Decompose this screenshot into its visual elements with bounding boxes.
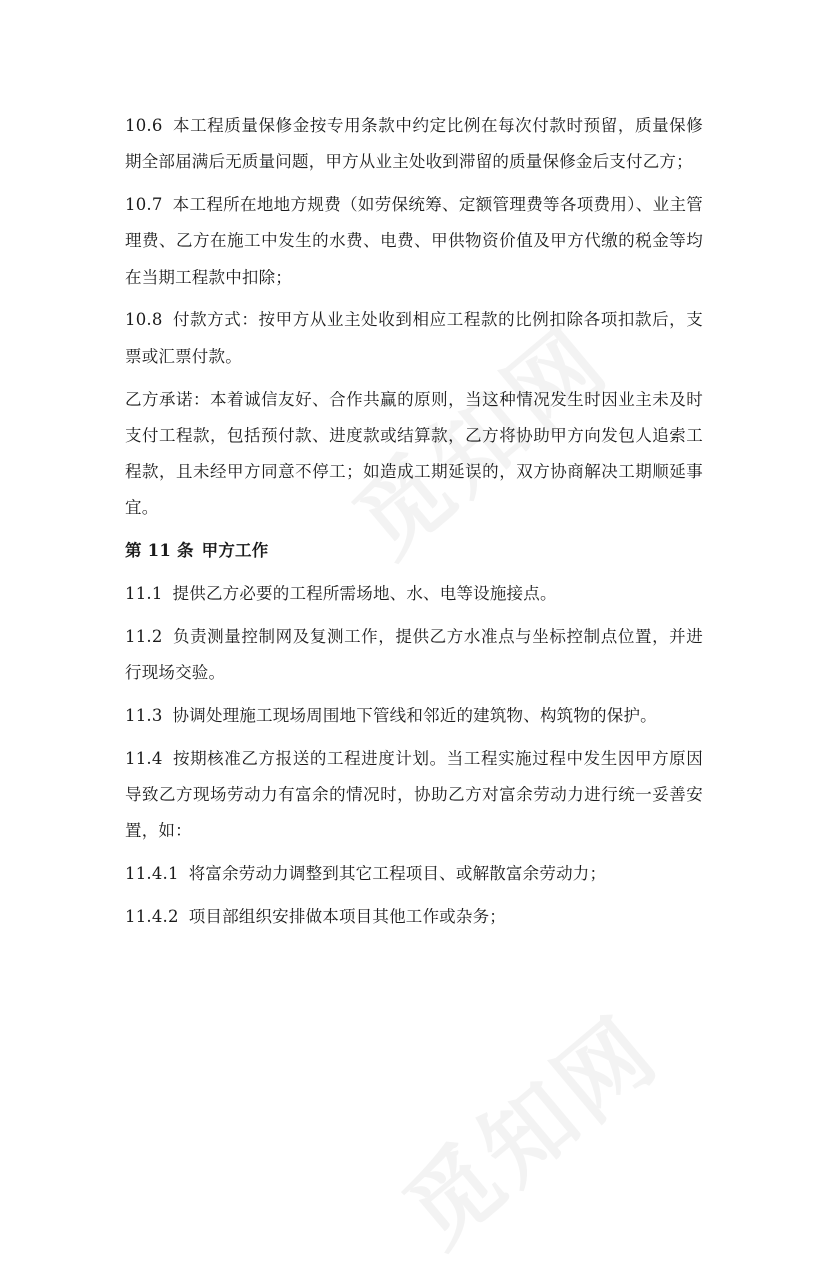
clause-text: 负责测量控制网及复测工作，提供乙方水准点与坐标控制点位置，并进行现场交验。 — [125, 626, 703, 683]
watermark-logo-bottom — [372, 981, 682, 1271]
clause-number: 10.6 — [125, 116, 163, 135]
clause-text: 项目部组织安排做本项目其他工作或杂务； — [188, 906, 506, 926]
clause-11-4-2 — [125, 899, 703, 935]
section-title: 甲方工作 — [201, 541, 269, 561]
section-number: 第 11 条 — [125, 541, 194, 561]
clause-number: 11.3 — [125, 705, 163, 725]
clause-number: 11.4.2 — [125, 906, 179, 926]
clause-text: 本工程质量保修金按专用条款中约定比例在每次付款时预留，质量保修期全部届满后无质量问题，甲方从业主处收到滞留的质量保修金后支付乙方； — [125, 116, 703, 172]
clause-10-6 — [125, 108, 703, 181]
clause-number: 11.2 — [125, 626, 163, 646]
clause-number: 10.8 — [125, 310, 163, 330]
clause-11-4 — [125, 741, 703, 850]
clause-text: 提供乙方必要的工程所需场地、水、电等设施接点。 — [172, 584, 557, 604]
clause-11-3 — [125, 698, 703, 734]
clause-text: 付款方式：按甲方从业主处收到相应工程款的比例扣除各项扣款后，支票或汇票付款。 — [125, 310, 703, 366]
clause-11-2 — [125, 619, 703, 692]
clause-text: 将富余劳动力调整到其它工程项目、或解散富余劳动力； — [188, 864, 607, 884]
clause-text: 按期核准乙方报送的工程进度计划。当工程实施过程中发生因甲方原因导致乙方现场劳动力有富余的情况时，协助乙方对富余劳动力进行统一妥善安置，如： — [125, 748, 703, 841]
clause-number: 10.7 — [125, 195, 163, 215]
clause-10-8 — [125, 302, 703, 375]
clause-10-7 — [125, 187, 703, 296]
clause-text: 协调处理施工现场周围地下管线和邻近的建筑物、构筑物的保护。 — [172, 705, 657, 725]
section-heading-11 — [125, 533, 703, 569]
clause-text: 本工程所在地地方规费（如劳保统筹、定额管理费等各项费用）、业主管理费、乙方在施工中发生的水费、电费、甲供物资价值及甲方代缴的税金等均在当期工程款中扣除； — [125, 195, 703, 287]
watermark-text-bottom — [385, 996, 679, 1267]
clause-11-4-1 — [125, 856, 703, 892]
document-body — [125, 108, 703, 942]
clause-number: 11.4 — [125, 748, 163, 768]
clause-number: 11.4.1 — [125, 864, 179, 884]
clause-number: 11.1 — [125, 584, 163, 604]
clause-11-1 — [125, 576, 703, 612]
contractor-commitment — [125, 382, 703, 527]
commitment-text: 乙方承诺：本着诚信友好、合作共赢的原则，当这种情况发生时因业主未及时支付工程款，包括预付款、进度款或结算款，乙方将协助甲方向发包人追索工程款，且未经甲方同意不停工；如造成工期延误的，双方协商解决工期顺延事宜。 — [125, 389, 703, 518]
